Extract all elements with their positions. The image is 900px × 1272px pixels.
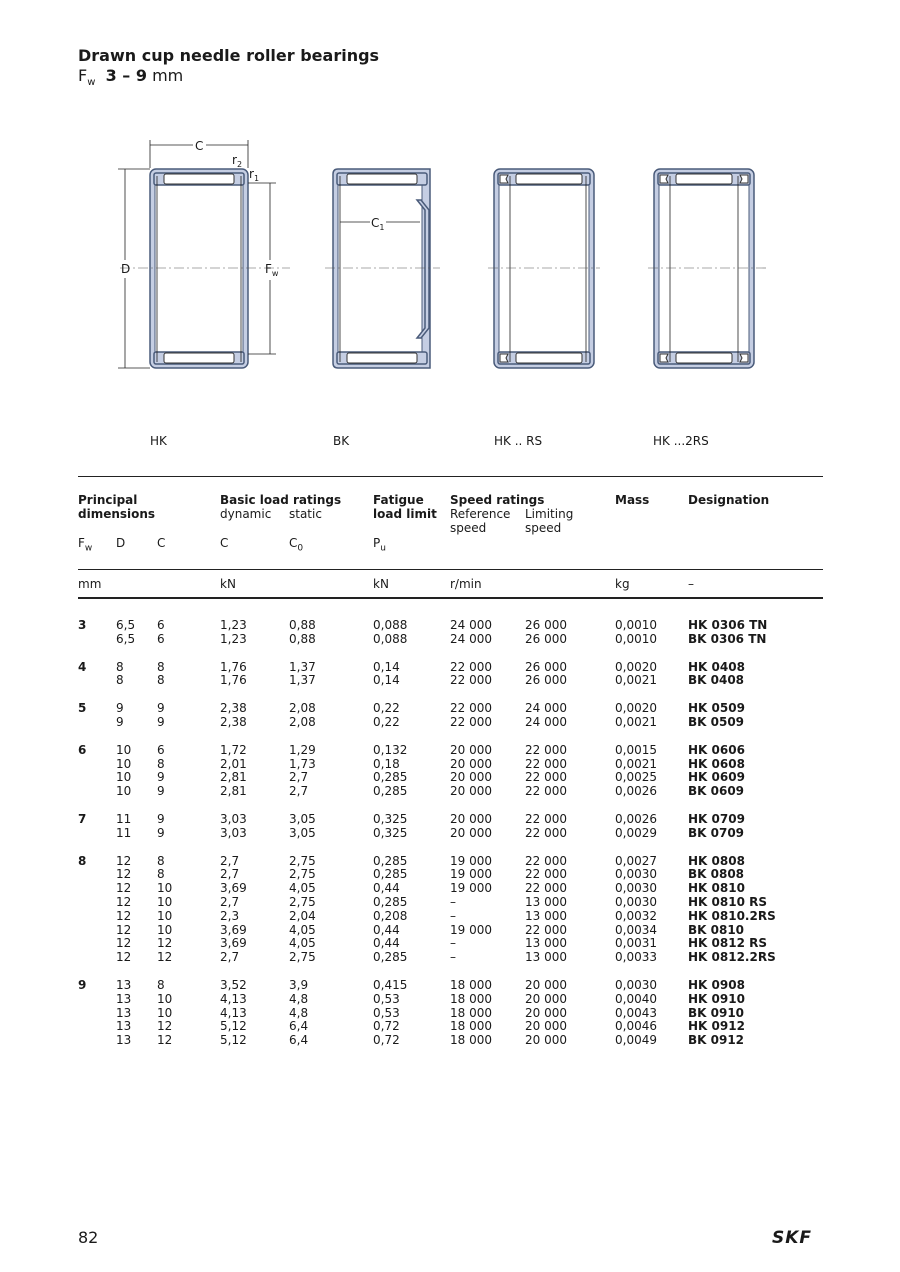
mass-cell: 0,0032 xyxy=(615,908,657,923)
fatigue-limit-cell: 0,44 xyxy=(373,936,400,951)
mass-cell: 0,0015 xyxy=(615,742,657,757)
dim-c-cell: 12 xyxy=(157,1019,173,1034)
speed-limiting-cell: 22 000 xyxy=(525,742,567,757)
mass-cell: 0,0020 xyxy=(615,701,657,716)
load-static-cell: 2,04 xyxy=(289,908,316,923)
load-dynamic-cell: 1,72 xyxy=(220,742,247,757)
fatigue-limit-cell: 0,72 xyxy=(373,1019,400,1034)
bore-diameter-fw: 8 xyxy=(78,853,87,868)
bore-diameter-fw: 4 xyxy=(78,659,87,674)
fatigue-limit-cell: 0,18 xyxy=(373,756,400,771)
speed-reference-cell: – xyxy=(450,936,456,951)
header-basic-load-ratings: Basic load ratings xyxy=(220,493,342,507)
dim-c-cell: 10 xyxy=(157,922,173,937)
dim-c1-label: C xyxy=(371,216,380,230)
bore-diameter-fw: 9 xyxy=(78,978,87,992)
speed-limiting-cell: 13 000 xyxy=(525,936,567,951)
dim-d-cell: 10 xyxy=(116,742,132,757)
dim-d-cell: 11 xyxy=(116,812,132,826)
dim-c-cell: 6 xyxy=(157,742,165,757)
designation-cell: HK 0608 xyxy=(688,756,745,771)
load-dynamic-cell: 3,03 xyxy=(220,812,247,826)
mass-cell: 0,0025 xyxy=(615,770,657,785)
dim-d-cell: 8 xyxy=(116,673,124,688)
designation-cell: HK 0812.2RS xyxy=(688,950,776,965)
mass-cell: 0,0010 xyxy=(615,631,657,646)
load-static-cell: 2,7 xyxy=(289,770,309,785)
dim-r1-label: r xyxy=(249,167,254,181)
dim-d-cell: 12 xyxy=(116,922,132,937)
designation-cell: HK 0808 xyxy=(688,853,745,868)
speed-reference-cell: 18 000 xyxy=(450,1033,492,1048)
speed-limiting-cell: 22 000 xyxy=(525,825,567,840)
skf-logo xyxy=(762,1228,822,1246)
speed-limiting-cell: 20 000 xyxy=(525,1005,567,1020)
speed-reference-cell: 20 000 xyxy=(450,812,492,826)
designation-cell: HK 0606 xyxy=(688,742,745,757)
load-static-cell: 2,75 xyxy=(289,853,316,868)
load-static-cell: 1,37 xyxy=(289,673,316,688)
load-dynamic-cell: 2,38 xyxy=(220,701,247,716)
mass-cell: 0,0027 xyxy=(615,853,657,868)
dim-c-cell: 9 xyxy=(157,701,165,716)
header-static: static xyxy=(289,507,322,521)
speed-reference-cell: 18 000 xyxy=(450,1019,492,1034)
mass-cell: 0,0043 xyxy=(615,1005,657,1020)
dim-c-cell: 12 xyxy=(157,936,173,951)
unit-kn: kN xyxy=(220,577,236,591)
speed-reference-cell: 22 000 xyxy=(450,673,492,688)
fatigue-limit-cell: 0,53 xyxy=(373,1005,400,1020)
table-body-rule xyxy=(78,597,823,599)
fatigue-limit-cell: 0,22 xyxy=(373,715,400,729)
bearing-hk-2rs-drawing xyxy=(648,169,766,368)
designation-cell: HK 0810 RS xyxy=(688,895,767,909)
load-dynamic-cell: 2,38 xyxy=(220,715,247,729)
dim-d-cell: 10 xyxy=(116,784,132,799)
bore-diameter-fw: 7 xyxy=(78,812,87,826)
speed-reference-cell: 20 000 xyxy=(450,742,492,757)
bearing-type-label: HK .. RS xyxy=(494,434,543,448)
designation-cell: HK 0609 xyxy=(688,770,745,785)
designation-cell: HK 0709 xyxy=(688,812,745,826)
speed-limiting-cell: 26 000 xyxy=(525,673,567,688)
designation-cell: HK 0912 xyxy=(688,1019,745,1034)
page-number: 82 xyxy=(78,1228,99,1247)
load-static-cell: 3,05 xyxy=(289,812,316,826)
load-dynamic-cell: 1,23 xyxy=(220,631,247,646)
speed-limiting-cell: 24 000 xyxy=(525,715,567,729)
dim-c-cell: 10 xyxy=(157,908,173,923)
dim-d-cell: 13 xyxy=(116,1019,132,1034)
fatigue-limit-cell: 0,44 xyxy=(373,922,400,937)
dim-c-cell: 10 xyxy=(157,1005,173,1020)
designation-cell: HK 0812 RS xyxy=(688,936,767,951)
dim-fw-sub: w xyxy=(271,269,279,278)
mass-cell: 0,0021 xyxy=(615,715,657,729)
dim-c-cell: 9 xyxy=(157,770,165,785)
load-dynamic-cell: 2,7 xyxy=(220,950,240,965)
speed-reference-cell: 20 000 xyxy=(450,825,492,840)
dim-d-cell: 9 xyxy=(116,715,124,729)
dim-c-cell: 10 xyxy=(157,881,173,896)
table-top-rule xyxy=(78,476,823,477)
symbol-d: D xyxy=(116,536,126,550)
speed-limiting-cell: 13 000 xyxy=(525,950,567,965)
speed-reference-cell: 22 000 xyxy=(450,659,492,674)
symbol-c0: $C_0$ xyxy=(289,536,304,554)
speed-reference-cell: 22 000 xyxy=(450,701,492,716)
unit-mm: mm xyxy=(78,577,102,591)
load-static-cell: 1,73 xyxy=(289,756,316,771)
speed-reference-cell: 20 000 xyxy=(450,770,492,785)
dim-d-cell: 12 xyxy=(116,853,132,868)
load-static-cell: 2,7 xyxy=(289,784,309,799)
bearing-bk-drawing xyxy=(325,169,440,368)
speed-reference-cell: – xyxy=(450,895,456,909)
load-static-cell: 6,4 xyxy=(289,1033,309,1048)
speed-limiting-cell: 13 000 xyxy=(525,908,567,923)
load-static-cell: 2,75 xyxy=(289,867,316,882)
dim-c-cell: 6 xyxy=(157,618,165,632)
symbol-c: C xyxy=(157,536,166,550)
dim-d-cell: 10 xyxy=(116,770,132,785)
mass-cell: 0,0030 xyxy=(615,895,657,909)
load-dynamic-cell: 1,76 xyxy=(220,673,247,688)
symbol-fw: $F_w$ xyxy=(78,536,93,554)
load-dynamic-cell: 2,01 xyxy=(220,756,247,771)
mass-cell: 0,0021 xyxy=(615,756,657,771)
load-static-cell: 4,05 xyxy=(289,936,316,951)
speed-limiting-cell: 20 000 xyxy=(525,1019,567,1034)
bearing-type-label: HK xyxy=(150,434,167,448)
speed-reference-cell: 18 000 xyxy=(450,991,492,1006)
speed-reference-cell: 24 000 xyxy=(450,631,492,646)
fatigue-limit-cell: 0,22 xyxy=(373,701,400,716)
load-dynamic-cell: 2,81 xyxy=(220,784,247,799)
fatigue-limit-cell: 0,208 xyxy=(373,908,408,923)
bearing-hk-rs-drawing xyxy=(488,169,600,368)
header-principal-dimensions: Principal dimensions xyxy=(78,493,156,521)
mass-cell: 0,0030 xyxy=(615,867,657,882)
fatigue-limit-cell: 0,325 xyxy=(373,825,408,840)
bore-diameter-fw: 5 xyxy=(78,701,87,716)
load-dynamic-cell: 5,12 xyxy=(220,1019,247,1034)
speed-reference-cell: – xyxy=(450,950,456,965)
dim-c-cell: 6 xyxy=(157,631,165,646)
load-static-cell: 2,75 xyxy=(289,950,316,965)
mass-cell: 0,0030 xyxy=(615,881,657,896)
unit-designation: – xyxy=(688,577,694,591)
designation-cell: BK 0808 xyxy=(688,867,745,882)
speed-limiting-cell: 26 000 xyxy=(525,631,567,646)
unit-rmin: r/min xyxy=(450,577,482,591)
designation-cell: BK 0910 xyxy=(688,1005,745,1020)
unit-kg: kg xyxy=(615,577,630,591)
fatigue-limit-cell: 0,088 xyxy=(373,631,408,646)
load-dynamic-cell: 2,7 xyxy=(220,895,240,909)
designation-cell: HK 0810.2RS xyxy=(688,908,776,923)
speed-limiting-cell: 22 000 xyxy=(525,770,567,785)
svg-text:r2 xyxy=(232,153,242,169)
load-static-cell: 3,9 xyxy=(289,978,309,992)
header-fatigue-load-limit: Fatigue load limit xyxy=(373,493,437,521)
load-dynamic-cell: 2,7 xyxy=(220,867,240,882)
svg-text:Fw xyxy=(265,262,279,278)
fatigue-limit-cell: 0,14 xyxy=(373,659,400,674)
dim-d-cell: 10 xyxy=(116,756,132,771)
speed-reference-cell: 19 000 xyxy=(450,881,492,896)
header-limiting-speed: Limiting speed xyxy=(525,507,574,535)
load-static-cell: 4,05 xyxy=(289,922,316,937)
svg-text:SKF: SKF xyxy=(771,1228,813,1246)
load-dynamic-cell: 1,23 xyxy=(220,618,247,632)
speed-limiting-cell: 20 000 xyxy=(525,1033,567,1048)
dim-d-cell: 8 xyxy=(116,659,124,674)
mass-cell: 0,0033 xyxy=(615,950,657,965)
fatigue-limit-cell: 0,285 xyxy=(373,895,408,909)
dim-d-cell: 12 xyxy=(116,881,132,896)
dim-d-cell: 12 xyxy=(116,936,132,951)
dim-c1-sub: 1 xyxy=(379,223,385,232)
mass-cell: 0,0029 xyxy=(615,825,657,840)
dim-c-cell: 8 xyxy=(157,867,165,882)
load-static-cell: 4,8 xyxy=(289,1005,309,1020)
load-static-cell: 6,4 xyxy=(289,1019,309,1034)
dim-c-cell: 10 xyxy=(157,991,173,1006)
load-static-cell: 0,88 xyxy=(289,618,316,632)
speed-limiting-cell: 20 000 xyxy=(525,978,567,992)
fatigue-limit-cell: 0,325 xyxy=(373,812,408,826)
mass-cell: 0,0046 xyxy=(615,1019,657,1034)
load-dynamic-cell: 5,12 xyxy=(220,1033,247,1048)
load-dynamic-cell: 4,13 xyxy=(220,1005,247,1020)
mass-cell: 0,0030 xyxy=(615,978,657,992)
designation-cell: BK 0408 xyxy=(688,673,745,688)
load-dynamic-cell: 3,52 xyxy=(220,978,247,992)
speed-limiting-cell: 26 000 xyxy=(525,659,567,674)
speed-reference-cell: 19 000 xyxy=(450,922,492,937)
unit-kn: kN xyxy=(373,577,389,591)
speed-reference-cell: 24 000 xyxy=(450,618,492,632)
dim-d-cell: 12 xyxy=(116,950,132,965)
dim-d-cell: 13 xyxy=(116,978,132,992)
dim-c-cell: 8 xyxy=(157,756,165,771)
designation-cell: HK 0306 TN xyxy=(688,618,768,632)
header-speed-ratings: Speed ratings xyxy=(450,493,545,507)
dim-c-cell: 9 xyxy=(157,715,165,729)
mass-cell: 0,0034 xyxy=(615,922,657,937)
load-static-cell: 2,08 xyxy=(289,701,316,716)
load-dynamic-cell: 3,69 xyxy=(220,936,247,951)
designation-cell: BK 0306 TN xyxy=(688,631,767,646)
speed-reference-cell: 20 000 xyxy=(450,784,492,799)
load-dynamic-cell: 3,69 xyxy=(220,922,247,937)
dim-d-label: D xyxy=(121,262,131,276)
dim-d-cell: 6,5 xyxy=(116,618,136,632)
load-static-cell: 2,08 xyxy=(289,715,316,729)
fatigue-limit-cell: 0,14 xyxy=(373,673,400,688)
designation-cell: HK 0910 xyxy=(688,991,745,1006)
dim-d-cell: 6,5 xyxy=(116,631,136,646)
header-dynamic: dynamic xyxy=(220,507,272,521)
header-reference-speed: Reference speed xyxy=(450,507,511,535)
dim-c-cell: 12 xyxy=(157,1033,173,1048)
mass-cell: 0,0026 xyxy=(615,784,657,799)
speed-reference-cell: 18 000 xyxy=(450,978,492,992)
bearing-type-label: BK xyxy=(333,434,350,448)
load-dynamic-cell: 2,81 xyxy=(220,770,247,785)
fatigue-limit-cell: 0,088 xyxy=(373,618,408,632)
designation-cell: HK 0908 xyxy=(688,978,745,992)
bore-diameter-fw: 3 xyxy=(78,618,87,632)
fatigue-limit-cell: 0,285 xyxy=(373,867,408,882)
load-static-cell: 2,75 xyxy=(289,895,316,909)
speed-reference-cell: 19 000 xyxy=(450,867,492,882)
mass-cell: 0,0040 xyxy=(615,991,657,1006)
dim-d-cell: 12 xyxy=(116,867,132,882)
speed-limiting-cell: 22 000 xyxy=(525,784,567,799)
fatigue-limit-cell: 0,415 xyxy=(373,978,408,992)
load-static-cell: 4,8 xyxy=(289,991,309,1006)
bearing-hk-drawing xyxy=(118,139,290,368)
dim-c-cell: 8 xyxy=(157,853,165,868)
designation-cell: BK 0709 xyxy=(688,825,745,840)
fatigue-limit-cell: 0,285 xyxy=(373,770,408,785)
bearing-type-label: HK ...2RS xyxy=(653,434,709,448)
load-dynamic-cell: 4,13 xyxy=(220,991,247,1006)
speed-limiting-cell: 26 000 xyxy=(525,618,567,632)
dim-r1-sub: 1 xyxy=(253,174,260,183)
dim-d-cell: 13 xyxy=(116,1005,132,1020)
designation-cell: HK 0509 xyxy=(688,701,745,716)
speed-limiting-cell: 22 000 xyxy=(525,867,567,882)
speed-reference-cell: 19 000 xyxy=(450,853,492,868)
mass-cell: 0,0031 xyxy=(615,936,657,951)
fatigue-limit-cell: 0,285 xyxy=(373,950,408,965)
speed-limiting-cell: 22 000 xyxy=(525,756,567,771)
load-dynamic-cell: 2,3 xyxy=(220,908,240,923)
dim-c-cell: 10 xyxy=(157,895,173,909)
load-dynamic-cell: 3,03 xyxy=(220,825,247,840)
mass-cell: 0,0010 xyxy=(615,618,657,632)
fatigue-limit-cell: 0,44 xyxy=(373,881,400,896)
speed-reference-cell: 22 000 xyxy=(450,715,492,729)
symbol-c-dynamic: C xyxy=(220,536,229,550)
load-static-cell: 0,88 xyxy=(289,631,316,646)
designation-cell: HK 0408 xyxy=(688,659,745,674)
designation-cell: BK 0810 xyxy=(688,922,745,937)
fatigue-limit-cell: 0,285 xyxy=(373,853,408,868)
header-mass: Mass xyxy=(615,493,650,507)
dim-c-label: C xyxy=(195,139,204,153)
speed-limiting-cell: 22 000 xyxy=(525,853,567,868)
svg-text:r1 xyxy=(249,167,259,183)
dim-c-cell: 9 xyxy=(157,784,165,799)
mass-cell: 0,0049 xyxy=(615,1033,657,1048)
dim-c-cell: 9 xyxy=(157,812,165,826)
load-dynamic-cell: 2,7 xyxy=(220,853,240,868)
bearing-drawings xyxy=(0,0,900,430)
designation-cell: BK 0609 xyxy=(688,784,745,799)
dim-fw-label: F xyxy=(265,262,272,276)
page-subtitle: $F_w$ 3 – 9 mm xyxy=(78,66,184,89)
page-title: Drawn cup needle roller bearings xyxy=(78,46,380,65)
dim-c-cell: 9 xyxy=(157,825,165,840)
dim-d-cell: 12 xyxy=(116,895,132,909)
load-static-cell: 1,29 xyxy=(289,742,316,757)
speed-limiting-cell: 13 000 xyxy=(525,895,567,909)
dim-c-cell: 8 xyxy=(157,673,165,688)
designation-cell: BK 0509 xyxy=(688,715,745,729)
load-static-cell: 1,37 xyxy=(289,659,316,674)
bore-diameter-fw: 6 xyxy=(78,742,87,757)
fatigue-limit-cell: 0,132 xyxy=(373,742,408,757)
fatigue-limit-cell: 0,53 xyxy=(373,991,400,1006)
speed-reference-cell: 20 000 xyxy=(450,756,492,771)
speed-limiting-cell: 22 000 xyxy=(525,812,567,826)
mass-cell: 0,0026 xyxy=(615,812,657,826)
designation-cell: HK 0810 xyxy=(688,881,745,896)
header-designation: Designation xyxy=(688,493,770,507)
speed-limiting-cell: 22 000 xyxy=(525,922,567,937)
speed-limiting-cell: 24 000 xyxy=(525,701,567,716)
table-units-rule xyxy=(78,569,823,570)
dim-c-cell: 8 xyxy=(157,978,165,992)
dim-d-cell: 9 xyxy=(116,701,124,716)
speed-reference-cell: – xyxy=(450,908,456,923)
fatigue-limit-cell: 0,285 xyxy=(373,784,408,799)
speed-limiting-cell: 20 000 xyxy=(525,991,567,1006)
mass-cell: 0,0020 xyxy=(615,659,657,674)
fatigue-limit-cell: 0,72 xyxy=(373,1033,400,1048)
load-static-cell: 4,05 xyxy=(289,881,316,896)
dim-r2-label: r xyxy=(232,153,237,167)
designation-cell: BK 0912 xyxy=(688,1033,745,1048)
dim-d-cell: 13 xyxy=(116,1033,132,1048)
load-dynamic-cell: 1,76 xyxy=(220,659,247,674)
dim-d-cell: 12 xyxy=(116,908,132,923)
speed-limiting-cell: 22 000 xyxy=(525,881,567,896)
load-static-cell: 3,05 xyxy=(289,825,316,840)
mass-cell: 0,0021 xyxy=(615,673,657,688)
dim-c-cell: 8 xyxy=(157,659,165,674)
dim-c-cell: 12 xyxy=(157,950,173,965)
dim-d-cell: 11 xyxy=(116,825,132,840)
speed-reference-cell: 18 000 xyxy=(450,1005,492,1020)
dim-d-cell: 13 xyxy=(116,991,132,1006)
load-dynamic-cell: 3,69 xyxy=(220,881,247,896)
dim-r2-sub: 2 xyxy=(236,160,243,169)
symbol-pu: $P_u$ xyxy=(373,536,386,554)
